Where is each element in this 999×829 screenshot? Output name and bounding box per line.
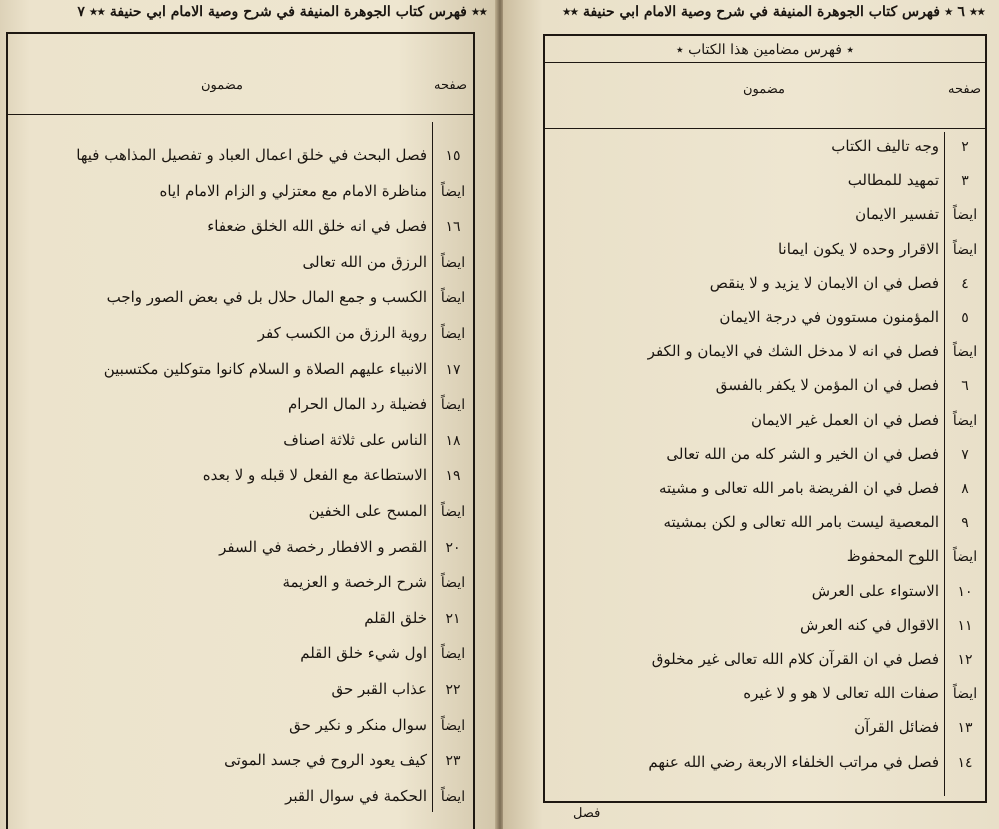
toc-entry-page-number: ١٠: [957, 583, 973, 600]
toc-entry-title: الاستطاعة مع الفعل لا قبله و لا بعده: [202, 466, 427, 485]
toc-entry-page-number: ايضاً: [440, 504, 466, 520]
toc-entry-title: فصل في ان القرآن كلام الله تعالى غير مخلوق: [651, 650, 939, 668]
toc-entry: [545, 680, 985, 714]
toc-entry-page-number: ١٧: [445, 361, 461, 378]
toc-entry: [8, 427, 473, 463]
right-col-content-header: مضمون: [742, 82, 785, 97]
toc-entry: [8, 605, 473, 641]
toc-entry-title: الاستواء على العرش: [811, 581, 939, 600]
toc-entry-page-number: ٢: [961, 139, 969, 155]
toc-entry: [545, 270, 985, 304]
toc-entry-page-number: ايضاً: [440, 788, 466, 805]
toc-entry-page-number: ايضاً: [952, 549, 978, 566]
toc-entry-title: فصل في انه لا مدخل الشك في الايمان و الكفر: [647, 342, 939, 361]
toc-box-title: ٭ فهرس مضامين هذا الكتاب ٭: [545, 42, 985, 63]
toc-entry-title: الكسب و جمع المال حلال بل في بعض الصور واجب: [106, 288, 427, 307]
left-col-number-header: صفحه: [434, 78, 467, 93]
left-header-rule: [8, 114, 473, 115]
toc-entry: [8, 498, 473, 534]
toc-entry: [545, 372, 985, 406]
toc-entry-title: فصل في ان العمل غير الايمان: [750, 410, 939, 429]
toc-entry-page-number: ١٥: [445, 148, 461, 164]
toc-entry-page-number: ٩: [961, 515, 969, 532]
toc-entry: [545, 304, 985, 338]
toc-entry: [8, 747, 473, 783]
toc-entry: [8, 712, 473, 748]
toc-entry-title: شرح الرخصة و العزيمة: [282, 573, 427, 592]
toc-entry-title: وجه تاليف الكتاب: [831, 137, 939, 155]
right-running-head: ٭٭ ٦ ٭ فهرس كتاب الجوهرة المنيفة في شرح وصية الامام ابي حنيفة ٭٭: [562, 4, 985, 20]
toc-entry-title: الانبياء عليهم الصلاة و السلام كانوا متوكلين مكتسبين: [103, 359, 427, 378]
catchword: فصل: [573, 806, 601, 821]
toc-entry-title: الرزق من الله تعالى: [302, 252, 427, 271]
toc-entry-title: الاقرار وحده لا يكون ايمانا: [777, 239, 939, 258]
toc-entry-title: القصر و الافطار رخصة في السفر: [219, 537, 427, 556]
toc-entry: [8, 676, 473, 712]
toc-entry-page-number: ايضاً: [440, 290, 466, 307]
right-col-number-header: صفحه: [948, 82, 981, 97]
toc-entry: [545, 201, 985, 235]
toc-entry: [545, 133, 985, 167]
toc-entry: [545, 612, 985, 646]
toc-entry: [8, 142, 473, 178]
toc-entry: [8, 284, 473, 320]
toc-entry: [8, 640, 473, 676]
toc-entry-page-number: ١٦: [445, 219, 461, 236]
toc-entry-page-number: ايضاً: [440, 183, 466, 200]
toc-entry-title: روية الرزق من الكسب كفر: [257, 324, 427, 342]
toc-entry: [8, 462, 473, 498]
toc-entry: [545, 338, 985, 372]
toc-entry-title: خلق القلم: [364, 608, 427, 627]
toc-entry-title: فصل في مراتب الخلفاء الاربعة رضي الله عنهم: [648, 752, 939, 771]
toc-entry-title: فصل في ان الخير و الشر كله من الله تعالى: [666, 444, 939, 463]
toc-entry-page-number: ١٣: [957, 720, 973, 737]
toc-entry-title: المؤمنون مستوون في درجة الايمان: [719, 308, 939, 326]
toc-entry-page-number: ايضاً: [440, 254, 466, 271]
toc-entry-page-number: ١٨: [445, 432, 461, 449]
toc-entry-title: الاقوال في كنه العرش: [800, 615, 939, 634]
toc-entry-page-number: ايضاً: [952, 241, 978, 258]
toc-entry-page-number: ايضاً: [952, 686, 978, 703]
toc-entry-page-number: ١١: [957, 617, 973, 634]
toc-entry-title: الناس على ثلاثة اصناف: [283, 430, 427, 449]
toc-entry: [8, 320, 473, 356]
toc-entry-page-number: ايضاً: [440, 646, 466, 663]
toc-entry-page-number: ٦: [961, 378, 969, 395]
toc-entry-title: سوال منكر و نكير حق: [289, 715, 427, 734]
toc-entry-page-number: ١٤: [957, 754, 973, 771]
toc-entry-page-number: ٢١: [445, 610, 461, 627]
toc-entry-page-number: ايضاً: [952, 344, 978, 361]
toc-entry: [8, 178, 473, 214]
toc-entry-title: تمهيد للمطالب: [847, 171, 939, 190]
toc-entry-title: اول شيء خلق القلم: [300, 644, 427, 663]
toc-entry-title: اللوح المحفوظ: [846, 547, 939, 566]
right-header-rule: [545, 128, 985, 129]
toc-entry: [545, 509, 985, 543]
toc-entry: [8, 569, 473, 605]
left-toc-frame: [6, 32, 475, 829]
toc-entry-page-number: ١٩: [445, 468, 461, 485]
toc-entry-title: المعصية ليست بامر الله تعالى و لكن بمشيته: [663, 513, 939, 532]
toc-entry: [8, 249, 473, 285]
toc-entry-page-number: ٢٠: [445, 539, 461, 556]
toc-entry-page-number: ايضاً: [440, 717, 466, 734]
toc-entry: [8, 391, 473, 427]
left-page: [0, 0, 497, 829]
toc-entry: [8, 356, 473, 392]
toc-entry-title: تفسير الايمان: [855, 205, 939, 224]
toc-entry: [545, 236, 985, 270]
toc-entry-title: فصل في ان الايمان لا يزيد و لا ينقص: [709, 273, 939, 292]
toc-entry-page-number: ٨: [961, 481, 969, 497]
toc-entry: [545, 578, 985, 612]
toc-entry-page-number: ٢٢: [445, 682, 461, 698]
toc-entry-title: الحكمة في سوال القبر: [285, 786, 427, 805]
toc-entry-page-number: ايضاً: [440, 575, 466, 592]
toc-entry-title: فضائل القرآن: [854, 718, 939, 737]
toc-entry: [545, 167, 985, 201]
toc-entry-title: فصل البحث في خلق اعمال العباد و تفصيل المذاهب فيها: [76, 146, 427, 164]
toc-entry-page-number: ايضاً: [952, 412, 978, 429]
toc-entry-title: صفات الله تعالى لا هو و لا غيره: [743, 684, 939, 703]
toc-entry: [545, 749, 985, 783]
toc-entry: [8, 534, 473, 570]
toc-entry: [8, 783, 473, 819]
toc-entry-title: عذاب القبر حق: [331, 680, 427, 698]
toc-entry-title: كيف يعود الروح في جسد الموتى: [224, 751, 427, 770]
toc-entry-page-number: ١٢: [957, 652, 973, 668]
toc-entry-page-number: ٧: [961, 446, 969, 463]
toc-entry: [545, 441, 985, 475]
toc-entry: [545, 543, 985, 577]
toc-entry-title: المسح على الخفين: [308, 502, 427, 520]
toc-entry-page-number: ايضاً: [952, 207, 978, 224]
toc-entry-page-number: ٢٣: [445, 753, 461, 770]
right-page: [503, 0, 999, 829]
toc-entry-page-number: ايضاً: [440, 397, 466, 414]
toc-entry: [8, 213, 473, 249]
toc-entry-title: فصل في انه خلق الله الخلق ضعفاء: [207, 217, 427, 236]
toc-entry: [545, 646, 985, 680]
toc-entry: [545, 714, 985, 748]
toc-entry-title: فصل في ان الفريضة بامر الله تعالى و مشيته: [659, 479, 939, 497]
toc-entry-title: فضيلة رد المال الحرام: [288, 395, 427, 414]
toc-entry-title: فصل في ان المؤمن لا يكفر بالفسق: [715, 376, 939, 395]
toc-entry-page-number: ٤: [961, 275, 969, 292]
toc-entry-page-number: ٥: [961, 310, 969, 326]
toc-entry: [545, 475, 985, 509]
toc-entry-page-number: ٣: [961, 173, 969, 190]
toc-entry: [545, 407, 985, 441]
left-running-head: ٭٭ فهرس كتاب الجوهرة المنيفة في شرح وصية الامام ابي حنيفة ٭٭ ٧: [77, 4, 487, 20]
toc-entry-title: مناظرة الامام مع معتزلي و الزام الامام اياه: [159, 181, 427, 200]
toc-entry-page-number: ايضاً: [440, 326, 466, 342]
right-toc-frame: [543, 34, 987, 803]
left-col-content-header: مضمون: [200, 78, 243, 93]
